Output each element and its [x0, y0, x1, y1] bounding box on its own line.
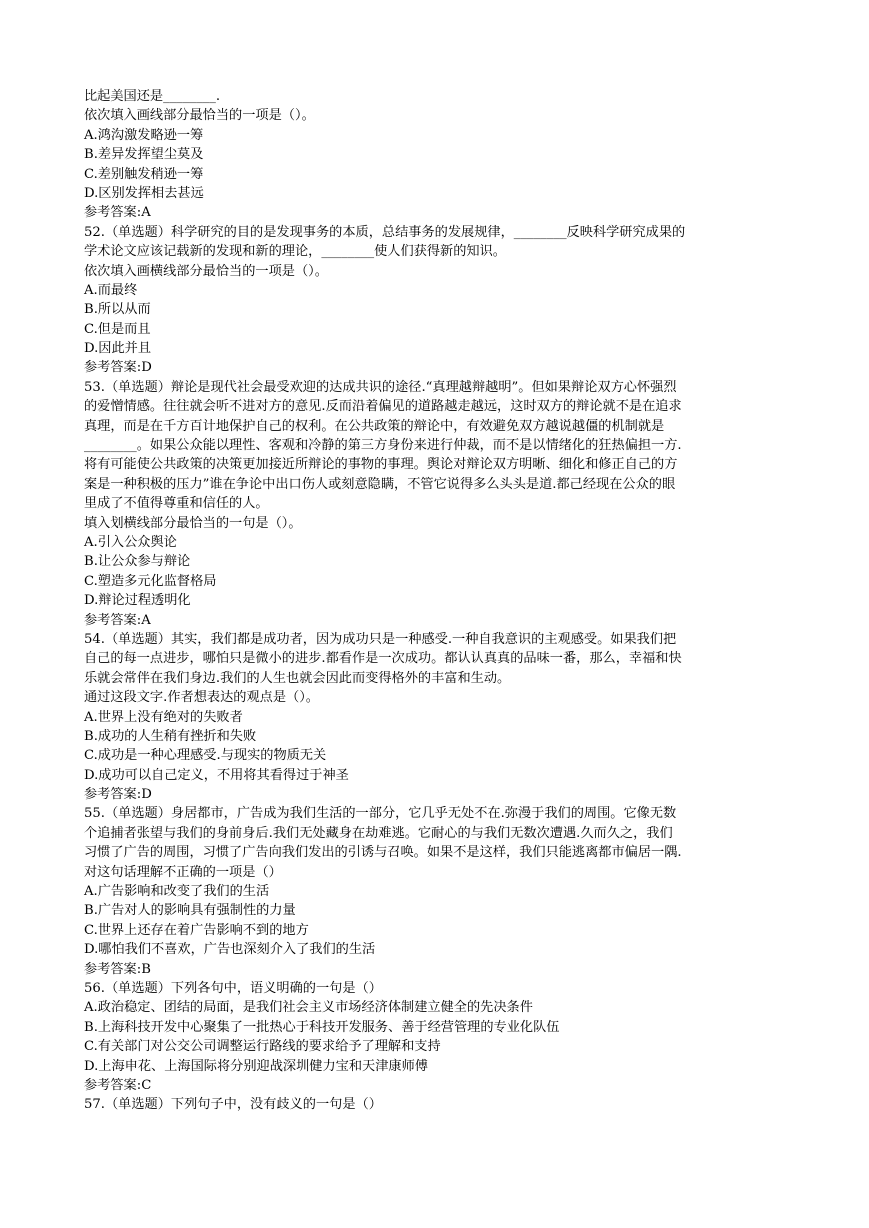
option-d: D.因此并且	[84, 341, 152, 357]
answer-key: 参考答案:A	[84, 205, 151, 221]
question-57-stem: 57.（单选题）下列句子中，没有歧义的一句是（）	[84, 1097, 382, 1113]
document-page	[84, 87, 784, 1115]
option-a: A.鸿沟激发略逊一筹	[84, 127, 204, 143]
question-54-stem-cont: 乐就会常伴在我们身边.我们的人生也就会因此而变得格外的丰富和生动。	[84, 670, 511, 686]
option-c: C.塑造多元化监督格局	[84, 573, 217, 589]
question-53-stem-cont: 里成了不值得尊重和信任的人。	[84, 496, 269, 512]
question-55-stem-cont: 个追捕者张望与我们的身前身后.我们无处藏身在劫难逃。它耐心的与我们无数次遭遇.久而久之，我们	[84, 825, 673, 841]
option-b: B.广告对人的影响具有强制性的力量	[84, 903, 296, 919]
question-56-stem: 56.（单选题）下列各句中，语义明确的一句是（）	[84, 980, 382, 996]
option-c: C.成功是一种心理感受.与现实的物质无关	[84, 748, 327, 764]
question-53-stem-cont: ________。如果公众能以理性、客观和冷静的第三方身份来进行仲裁，而不是以情绪化的狂热偏担一方.	[84, 438, 682, 454]
answer-key: 参考答案:D	[84, 360, 152, 376]
text-line-blank-prev-question: 比起美国还是________.	[84, 89, 221, 104]
option-b: B.差异发挥望尘莫及	[84, 147, 204, 163]
question-prompt: 填入划横线部分最恰当的一句是（）。	[84, 515, 302, 531]
option-c: C.差别触发稍逊一筹	[84, 166, 204, 182]
answer-key: 参考答案:D	[84, 787, 152, 803]
option-d: D.哪怕我们不喜欢，广告也深刻介入了我们的生活	[84, 942, 376, 958]
question-53-stem-cont: 真理，而是在千方百计地保护自己的权利。在公共政策的辩论中，有效避免双方越说越僵的机制就是	[84, 418, 665, 434]
question-prompt: 依次填入画线部分最恰当的一项是（）。	[84, 108, 315, 124]
question-53-stem: 53.（单选题）辩论是现代社会最受欢迎的达成共识的途径.“真理越辩越明”。但如果辩论双方心怀强烈	[84, 379, 677, 395]
question-55-stem: 55.（单选题）身居都市，广告成为我们生活的一部分，它几乎无处不在.弥漫于我们的周围。它像无数	[84, 806, 677, 822]
question-53-stem-cont: 的爱憎情感。往往就会听不进对方的意见.反而沿着偏见的道路越走越远，这时双方的辩论就不是在追求	[84, 399, 682, 415]
option-d: D.成功可以自己定义，不用将其看得过于神圣	[84, 767, 349, 783]
answer-key: 参考答案:C	[84, 1077, 152, 1093]
question-prompt: 对这句话理解不正确的一项是（）	[84, 864, 282, 880]
option-d: D.区别发挥相去甚远	[84, 185, 204, 201]
option-b: B.所以从而	[84, 302, 151, 318]
question-prompt: 依次填入画横线部分最恰当的一项是（）。	[84, 263, 328, 279]
question-54-stem: 54.（单选题）其实，我们都是成功者，因为成功只是一种感受.一种自我意识的主观感受。如果我们把	[84, 631, 677, 647]
option-b: B.让公众参与辩论	[84, 554, 191, 570]
question-52-stem: 52.（单选题）科学研究的目的是发现事务的本质，总结事务的发展规律，________反映科学研究成果的	[84, 224, 686, 240]
question-53-stem-cont: 将有可能使公共政策的决策更加接近所辩论的事物的事理。舆论对辩论双方明晰、细化和修正自己的方	[84, 457, 678, 473]
answer-key: 参考答案:B	[84, 961, 151, 977]
answer-key: 参考答案:A	[84, 612, 151, 628]
question-52-stem-cont: 学术论文应该记载新的发现和新的理论，________使人们获得新的知识。	[84, 244, 506, 260]
option-c: C.但是而且	[84, 321, 151, 337]
option-b: B.成功的人生稍有挫折和失败	[84, 728, 257, 744]
option-b: B.上海科技开发中心聚集了一批热心于科技开发服务、善于经营管理的专业化队伍	[84, 1019, 560, 1035]
question-55-stem-cont: 习惯了广告的周围，习惯了广告向我们发出的引诱与召唤。如果不是这样，我们只能逃离都市偏居一隅.	[84, 845, 682, 861]
option-d: D.辩论过程透明化	[84, 593, 191, 609]
option-c: C.有关部门对公交公司调整运行路线的要求给予了理解和支持	[84, 1039, 441, 1055]
option-a: A.政治稳定、团结的局面，是我们社会主义市场经济体制建立健全的先决条件	[84, 1000, 533, 1016]
option-c: C.世界上还存在着广告影响不到的地方	[84, 922, 309, 938]
option-a: A.引入公众舆论	[84, 534, 177, 550]
option-a: A.而最终	[84, 282, 138, 298]
question-53-stem-cont: 案是一种积极的压力”谁在争论中出口伤人或刻意隐瞒，不管它说得多么头头是道.都己经现在公众的眼	[84, 476, 676, 492]
question-54-stem-cont: 自己的每一点进步，哪怕只是微小的进步.都看作是一次成功。都认认真真的品味一番，那么，幸福和快	[84, 651, 682, 667]
question-prompt: 通过这段文字.作者想表达的观点是（）。	[84, 690, 319, 706]
option-a: A.世界上没有绝对的失败者	[84, 709, 243, 725]
option-d: D.上海申花、上海国际将分别迎战深圳健力宝和天津康师傅	[84, 1058, 428, 1074]
option-a: A.广告影响和改变了我们的生活	[84, 884, 270, 900]
